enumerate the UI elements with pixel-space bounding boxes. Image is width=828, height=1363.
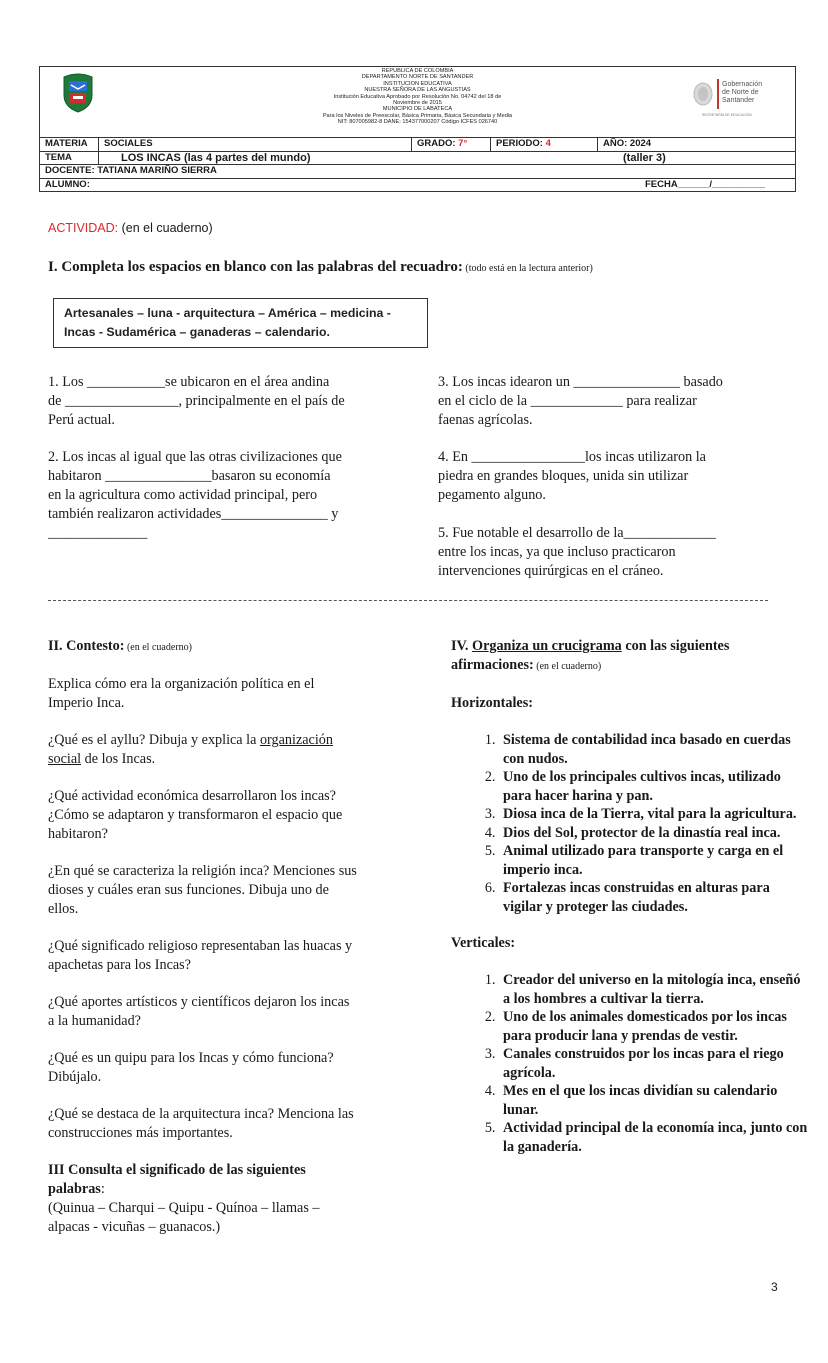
verticales-list [451, 971, 811, 1156]
question [48, 787, 423, 844]
fill-item-3 [438, 373, 798, 430]
clue-item: 1. Sistema de contabilidad inca basado en cuerdas con nudos. [499, 731, 811, 768]
tema-value: LOS INCAS (las 4 partes del mundo) [98, 152, 618, 165]
fill-line: 3. Los incas idearon un _______________ basado [438, 374, 723, 390]
periodo-value: 4 [545, 138, 551, 149]
fill-line: entre los incas, ya que incluso practicaron [438, 544, 676, 560]
section3-title: III Consulta el significado de las siguientes [48, 1162, 306, 1178]
clue-item: 5. Animal utilizado para transporte y carga en el imperio inca. [499, 842, 811, 879]
section3-title: palabras [48, 1181, 101, 1197]
section4-title: afirmaciones: [451, 657, 534, 673]
question-line: ¿Qué se destaca de la arquitectura inca? Menciona las [48, 1106, 354, 1122]
fill-item-2 [48, 448, 418, 543]
underlined-term: organización [259, 732, 333, 748]
section3-words: (Quinua – Charqui – Quipu - Quínoa – llamas – [48, 1200, 320, 1216]
institution-line: INSTITUCION EDUCATIVA [383, 80, 452, 87]
grado-cell [411, 138, 490, 151]
grado-value: 7° [458, 138, 468, 149]
institution-info [40, 68, 795, 126]
page-number: 3 [771, 1280, 778, 1294]
question-line: ¿En qué se caracteriza la religión inca? Menciones sus [48, 863, 357, 879]
institution-line: Noviembre de 2015 [393, 100, 442, 107]
question-line: ¿Qué actividad económica desarrollaron los incas? [48, 788, 336, 804]
clue-item: 2. Uno de los animales domesticados por los incas para producir lana y prendas de vestir. [499, 1008, 811, 1045]
fill-line: Perú actual. [48, 412, 115, 428]
section2-heading [48, 637, 423, 657]
section1-note: (todo está en la lectura anterior) [462, 263, 593, 274]
section4-prefix: IV. [451, 638, 473, 654]
gobernacion-logo [692, 77, 772, 117]
horizontales-list [451, 731, 811, 916]
alumno-field[interactable]: ALUMNO: [45, 178, 90, 190]
question-line: Imperio Inca. [48, 695, 125, 711]
fill-line: habitaron _______________basaron su economía [48, 468, 331, 484]
section1-heading [48, 258, 593, 278]
question [48, 993, 423, 1031]
fill-line: 1. Los ___________se ubicaron en el área andina [48, 374, 330, 390]
institution-banner [40, 67, 795, 138]
fill-line: 4. En ________________los incas utilizaron la [438, 449, 706, 465]
section2 [48, 637, 423, 1237]
section4-note: (en el cuaderno) [533, 661, 602, 672]
grado-label: GRADO: [417, 138, 456, 149]
actividad-line [48, 221, 213, 235]
gobernacion-subtitle: SECRETARÍA DE EDUCACIÓN [702, 113, 752, 117]
gobernacion-text: Santander [722, 97, 755, 104]
alumno-row [40, 179, 795, 192]
section3 [48, 1161, 423, 1237]
question [48, 1049, 423, 1087]
docente-row [40, 165, 795, 179]
actividad-note: (en el cuaderno) [118, 221, 213, 235]
question-line: habitaron? [48, 826, 108, 842]
fill-item-5 [438, 524, 798, 581]
section4-title-underlined: Organiza un crucigrama [472, 638, 622, 654]
tema-label: TEMA [45, 151, 72, 163]
section4 [451, 637, 811, 1156]
materia-label: MATERIA [45, 138, 88, 149]
horizontales-label: Horizontales: [451, 695, 533, 711]
fill-line: pegamento alguno. [438, 487, 546, 503]
clue-item: 4. Dios del Sol, protector de la dinastía real inca. [499, 824, 811, 843]
question [48, 1105, 423, 1143]
underlined-term: social [48, 751, 82, 767]
question-line: a la humanidad? [48, 1013, 141, 1029]
question-text: de los Incas. [81, 751, 156, 767]
gobernacion-divider [717, 79, 719, 109]
section3-words: alpacas - vicuñas – guanacos.) [48, 1219, 221, 1235]
tema-row [40, 152, 795, 166]
question-line: ellos. [48, 901, 79, 917]
section4-heading [451, 637, 811, 676]
fill-item-1 [48, 373, 418, 430]
question-line: dioses y cuáles eran sus funciones. Dibuja uno de [48, 882, 329, 898]
section4-title: con las siguientes [621, 638, 730, 654]
fill-line: piedra en grandes bloques, unida sin utilizar [438, 468, 689, 484]
fill-line: de ________________, principalmente en el país de [48, 393, 345, 409]
section-divider [48, 600, 768, 601]
question [48, 731, 423, 769]
clue-item: 2. Uno de los principales cultivos incas, utilizado para hacer harina y pan. [499, 768, 811, 805]
docente-value: DOCENTE: TATIANA MARIÑO SIERRA [45, 165, 217, 176]
clue-item: 6. Fortalezas incas construidas en alturas para vigilar y proteger las ciudades. [499, 879, 811, 916]
fill-line: faenas agrícolas. [438, 412, 533, 428]
question-line: apachetas para los Incas? [48, 957, 191, 973]
fecha-field[interactable]: FECHA______/__________ [645, 178, 765, 190]
word-bank-line: Artesanales – luna - arquitectura – América – medicina - [64, 306, 391, 320]
verticales-label: Verticales: [451, 935, 516, 951]
actividad-label: ACTIVIDAD: [48, 221, 119, 235]
word-bank-box [53, 298, 428, 348]
institution-line: Para los Niveles de Preescolar, Básica Primaria, Básica Secundaria y Media [322, 112, 513, 119]
question-text: ¿Qué es el ayllu? Dibuja y explica la [48, 732, 260, 748]
question-line: ¿Cómo se adaptaron y transformaron el espacio que [48, 807, 343, 823]
document-header [39, 66, 796, 192]
word-bank-line: Incas - Sudamérica – ganaderas – calendario. [64, 325, 330, 339]
question-line: ¿Qué es un quipu para los Incas y cómo funciona? [48, 1050, 334, 1066]
gobernacion-text: de Norte de [722, 89, 759, 96]
section2-note: (en el cuaderno) [124, 642, 192, 653]
fill-item-4 [438, 448, 798, 505]
institution-line: MUNICIPIO DE LABATECA [382, 106, 453, 113]
institution-line: REPUBLICA DE COLOMBIA [381, 68, 454, 74]
clue-item: 5. Actividad principal de la economía inca, junto con la ganadería. [499, 1119, 811, 1156]
question-line: construcciones más importantes. [48, 1125, 233, 1141]
materia-row [40, 138, 795, 152]
clue-item: 3. Diosa inca de la Tierra, vital para la agricultura. [499, 805, 811, 824]
question [48, 675, 423, 713]
gobernacion-text: Gobernación [722, 81, 763, 88]
fill-line: 5. Fue notable el desarrollo de la_____________ [438, 525, 716, 541]
section2-title: II. Contesto: [48, 638, 125, 654]
clue-item: 1. Creador del universo en la mitología inca, enseñó a los hombres a cultivar la tierra. [499, 971, 811, 1008]
taller-label: (taller 3) [623, 151, 666, 164]
institution-line: NIT: 807005982-8 DANE: 154377000207 Código ICFES 026740 [337, 119, 498, 126]
question-line: Dibújalo. [48, 1069, 102, 1085]
question-line: ¿Qué significado religioso representaban las huacas y [48, 938, 353, 954]
materia-value: SOCIALES [98, 138, 411, 151]
question [48, 937, 423, 975]
clue-item: 4. Mes en el que los incas dividían su calendario lunar. [499, 1082, 811, 1119]
fill-line: también realizaron actividades_______________ y [48, 506, 339, 522]
institution-line: Institución Educativa Aprobado por Resolución No. 04742 del 18 de [333, 93, 502, 100]
question [48, 862, 423, 919]
fill-line: en el ciclo de la _____________ para realizar [438, 393, 697, 409]
periodo-cell [490, 138, 597, 151]
question-line: ¿Qué aportes artísticos y científicos dejaron los incas [48, 994, 350, 1010]
institution-line: DEPARTAMENTO NORTE DE SANTANDER [361, 74, 474, 81]
fill-line: ______________ [48, 525, 148, 541]
anio-value: AÑO: 2024 [597, 138, 795, 151]
section3-colon: : [100, 1181, 105, 1197]
gobernacion-seal-icon [692, 81, 714, 107]
periodo-label: PERIODO: [496, 138, 543, 149]
clue-item: 3. Canales construidos por los incas para el riego agrícola. [499, 1045, 811, 1082]
fill-line: en la agricultura como actividad principal, pero [48, 487, 318, 503]
fill-line: 2. Los incas al igual que las otras civilizaciones que [48, 449, 342, 465]
section1-title: I. Completa los espacios en blanco con las palabras del recuadro: [48, 259, 463, 275]
fill-line: intervenciones quirúrgicas en el cráneo. [438, 563, 664, 579]
question-line: Explica cómo era la organización política en el [48, 676, 315, 692]
institution-line: NUESTRA SEÑORA DE LAS ANGUSTIAS [364, 87, 471, 94]
